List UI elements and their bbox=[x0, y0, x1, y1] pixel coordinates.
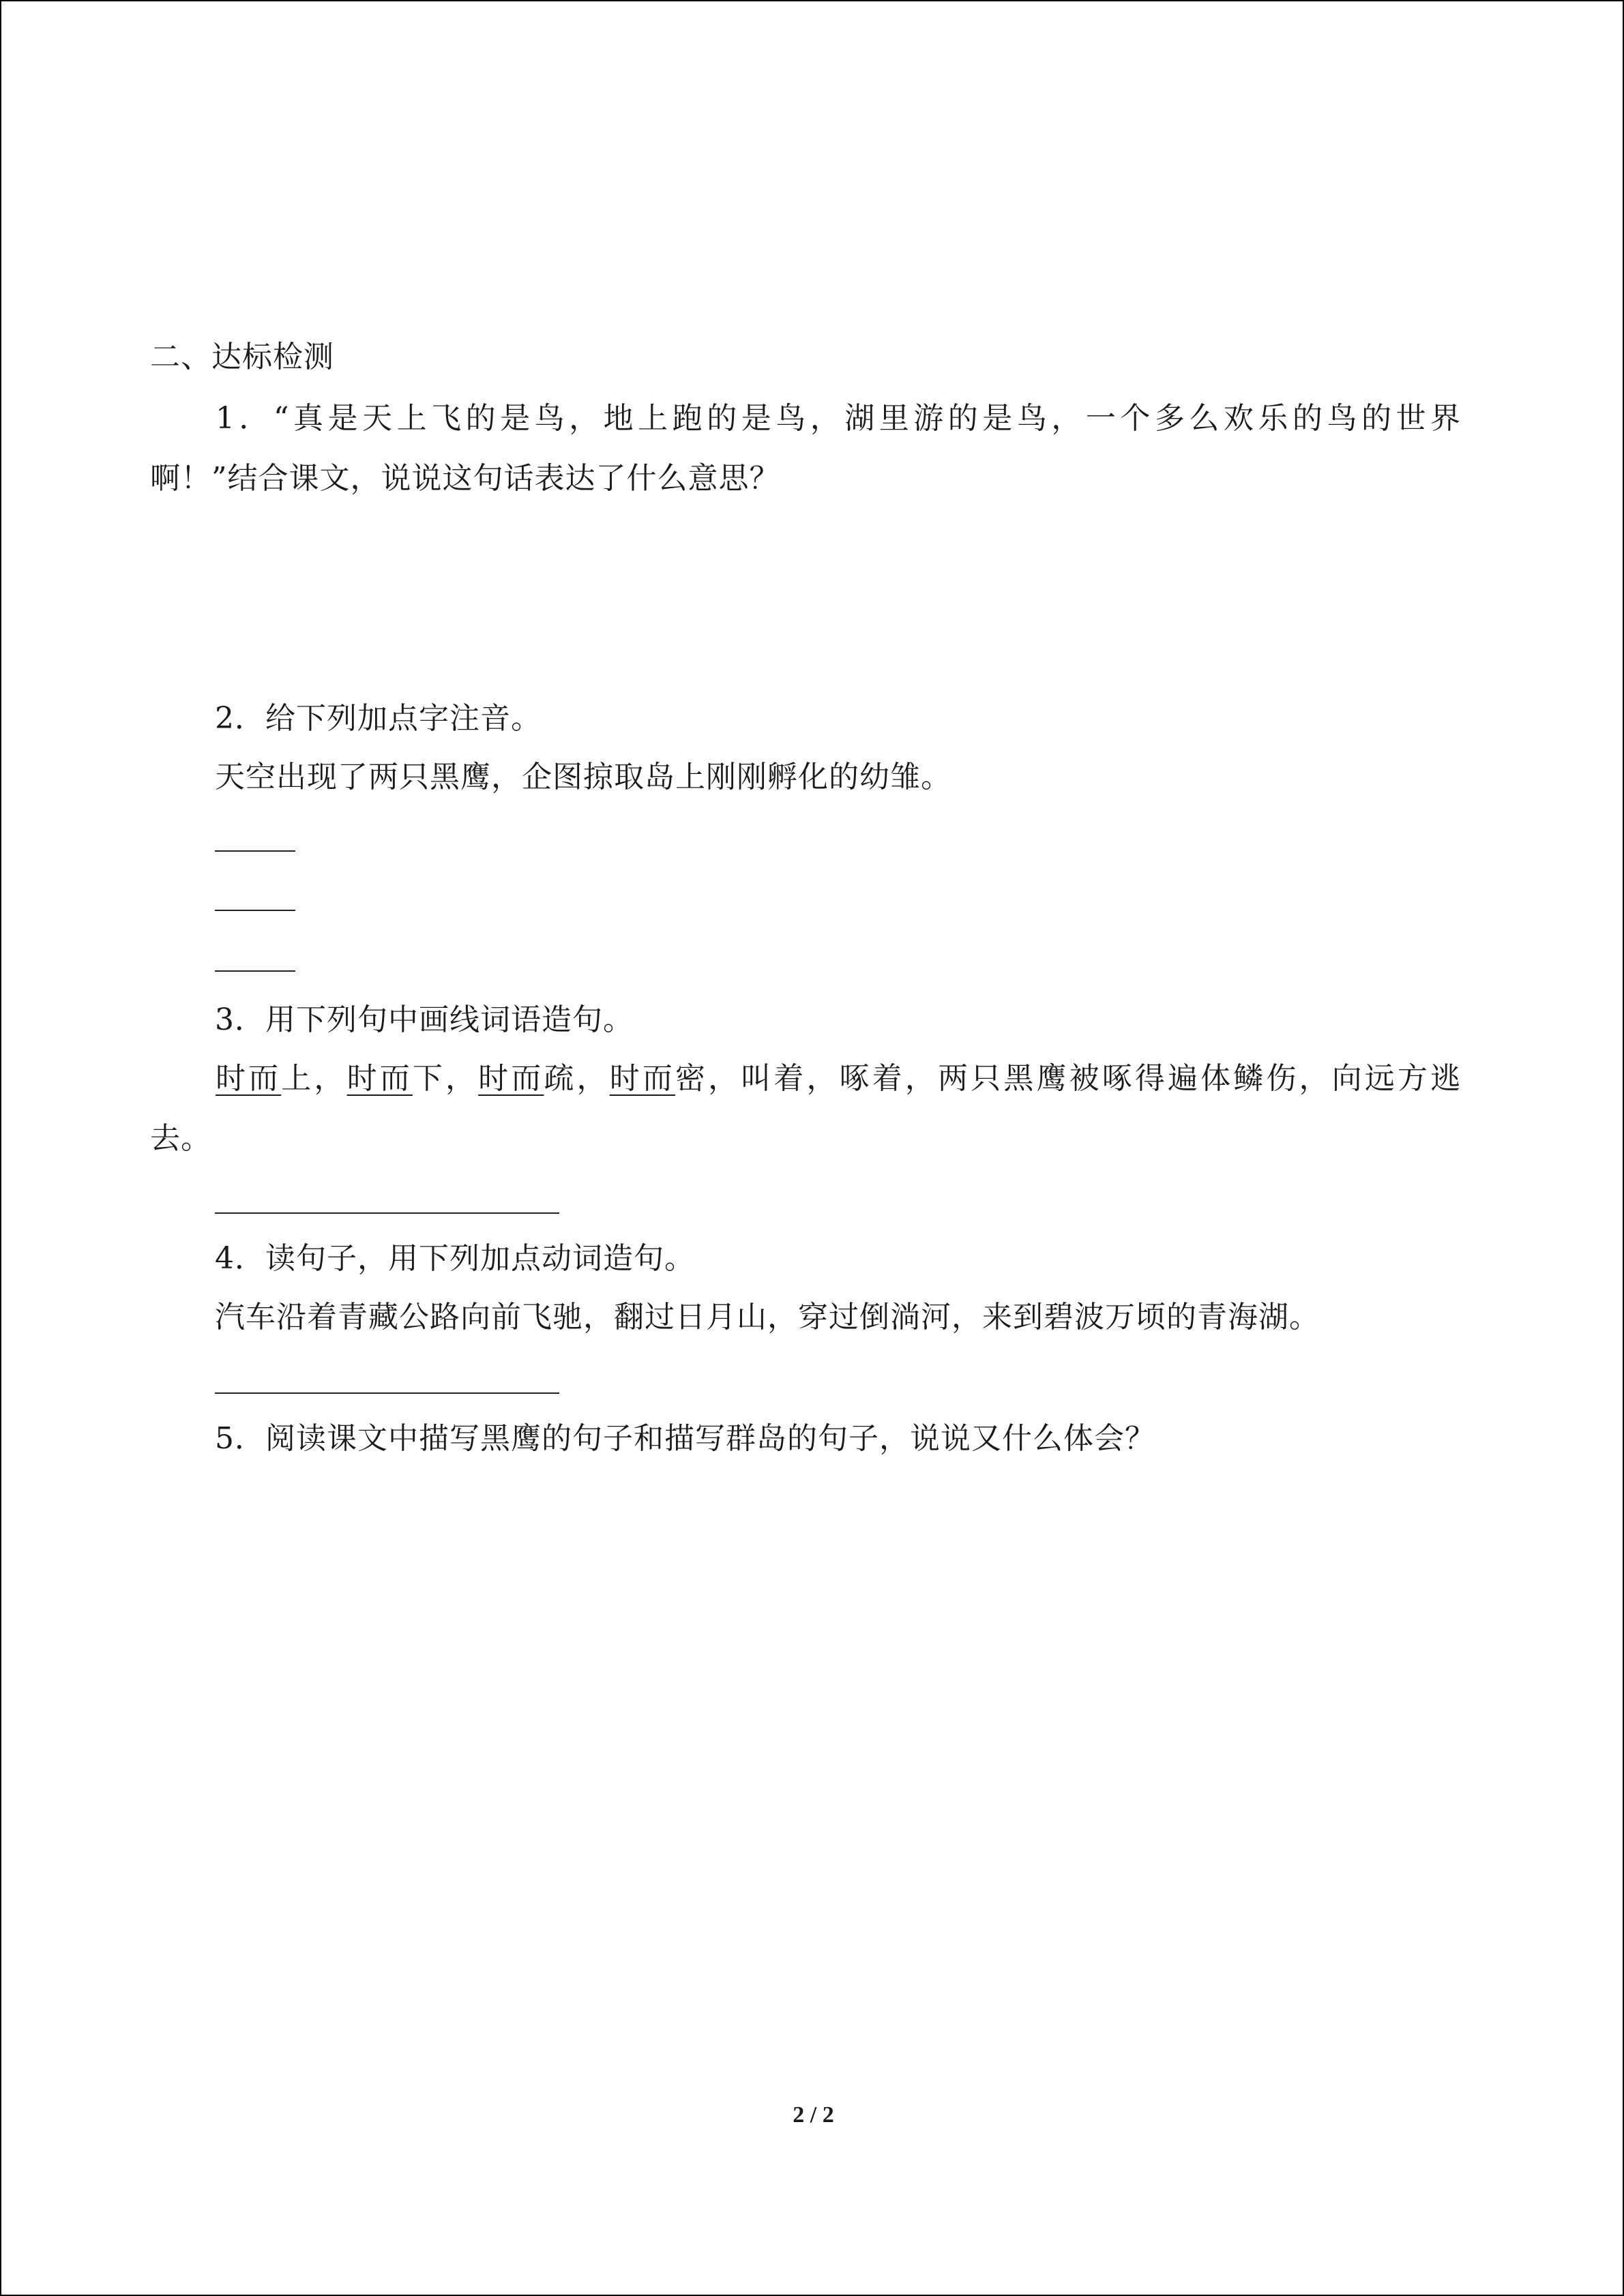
sentence-segment: 密，叫着，啄着，两只黑鹰被啄得遍体鳞伤，向远方逃 bbox=[675, 1061, 1462, 1096]
question-3-sentence bbox=[150, 1061, 1462, 1096]
sentence-segment: 时而 bbox=[346, 1061, 413, 1096]
answer-blank-1[interactable] bbox=[215, 850, 295, 852]
question-2-sentence: 天空出现了两只黑鹰，企图掠取岛上刚刚孵化的幼雏。 bbox=[215, 760, 951, 794]
question-1-line-1: 1．“真是天上飞的是鸟，地上跑的是鸟，湖里游的是鸟，一个多么欢乐的鸟的世界 bbox=[216, 401, 1461, 436]
answer-blank-4[interactable] bbox=[215, 1212, 559, 1214]
sentence-segment: 上， bbox=[281, 1061, 347, 1096]
question-3-prompt: 3．用下列句中画线词语造句。 bbox=[215, 1002, 634, 1037]
question-1-line-2: 啊！”结合课文，说说这句话表达了什么意思？ bbox=[150, 461, 780, 496]
question-5-prompt: 5．阅读课文中描写黑鹰的句子和描写群岛的句子，说说又什么体会？ bbox=[215, 1421, 1155, 1456]
answer-blank-5[interactable] bbox=[215, 1392, 559, 1394]
sentence-segment: 时而 bbox=[609, 1061, 675, 1096]
answer-blank-3[interactable] bbox=[215, 970, 295, 972]
question-4-sentence: 汽车沿着青藏公路向前飞驰，翻过日月山，穿过倒淌河，来到碧波万顷的青海湖。 bbox=[215, 1300, 1320, 1335]
page-number: 2 / 2 bbox=[793, 2102, 834, 2128]
sentence-segment: 下， bbox=[412, 1061, 479, 1096]
question-4-prompt: 4．读句子，用下列加点动词造句。 bbox=[215, 1241, 695, 1276]
answer-blank-2[interactable] bbox=[215, 910, 295, 911]
section-title: 二、达标检测 bbox=[150, 340, 334, 374]
sentence-segment: 时而 bbox=[478, 1061, 544, 1096]
question-2-prompt: 2．给下列加点字注音。 bbox=[215, 701, 542, 736]
sentence-segment: 疏， bbox=[544, 1061, 610, 1096]
question-3-sentence-end: 去。 bbox=[150, 1121, 211, 1156]
sentence-segment: 时而 bbox=[216, 1061, 282, 1096]
